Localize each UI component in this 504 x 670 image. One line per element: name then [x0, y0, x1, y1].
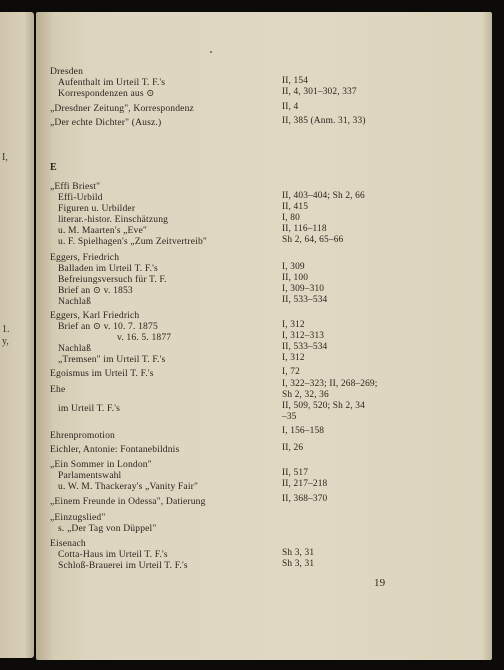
page-reference: I, 80 — [282, 213, 300, 223]
page-reference: Sh 2, 32, 36 — [282, 390, 329, 400]
index-subentry: s. „Der Tag von Düppel" — [58, 523, 157, 534]
index-subentry: „Tremsen" im Urteil T. F.'s — [58, 354, 166, 365]
index-subentry: Befreiungsversuch für T. F. — [58, 274, 167, 285]
page-reference: –35 — [282, 412, 297, 422]
index-subentry: literar.-histor. Einschätzung — [58, 214, 169, 225]
page-reference: II, 415 — [282, 202, 309, 212]
index-subentry: Nachlaß — [58, 296, 92, 307]
index-subentry: Schloß-Brauerei im Urteil T. F.'s — [58, 560, 188, 571]
page-reference: II, 4, 301–302, 337 — [282, 87, 357, 97]
index-heading: Eggers, Karl Friedrich — [50, 310, 140, 321]
index-heading: Eggers, Friedrich — [50, 252, 120, 263]
page-reference: Sh 3, 31 — [282, 559, 315, 569]
index-subentry: Parlamentswahl — [58, 470, 122, 481]
index-subentry: u. W. M. Thackeray's „Vanity Fair" — [58, 481, 199, 492]
index-heading: „Effi Briest" — [50, 181, 101, 192]
page-reference: II, 533–534 — [282, 342, 328, 352]
index-subentry: v. 16. 5. 1877 — [117, 332, 172, 343]
index-subentry: Cotta-Haus im Urteil T. F.'s — [58, 549, 168, 560]
index-heading: Ehe — [50, 384, 66, 395]
page-reference: I, 156–158 — [282, 426, 325, 436]
page-reference: I, 312 — [282, 320, 305, 330]
page-reference: Sh 2, 64, 65–66 — [282, 235, 344, 245]
page-reference: II, 100 — [282, 273, 309, 283]
page-reference: II, 517 — [282, 468, 309, 478]
index-subentry: Nachlaß — [58, 343, 92, 354]
index-subentry: Brief an ⊙ v. 10. 7. 1875 — [58, 321, 158, 332]
page-reference: Sh 3, 31 — [282, 548, 315, 558]
page-reference: II, 403–404; Sh 2, 66 — [282, 191, 365, 201]
index-subentry: u. M. Maarten's „Eve" — [58, 225, 147, 236]
index-subentry: Effi-Urbild — [58, 192, 103, 203]
page-reference: II, 533–534 — [282, 295, 328, 305]
previous-page-edge — [0, 12, 34, 658]
index-subentry: Balladen im Urteil T. F.'s — [58, 263, 158, 274]
index-heading: Eichler, Antonie: Fontanebildnis — [50, 444, 180, 455]
index-subentry: Aufenthalt im Urteil T. F.'s — [58, 77, 166, 88]
index-heading: „Der echte Dichter" (Ausz.) — [50, 117, 162, 128]
index-subentry: Korrespondenzen aus ⊙ — [58, 88, 155, 99]
index-heading: „Einzugslied" — [50, 512, 106, 523]
index-heading: Eisenach — [50, 538, 86, 549]
left-page-mark: 1. — [2, 324, 10, 335]
index-heading: Egoismus im Urteil T. F.'s — [50, 368, 154, 379]
page-reference: II, 26 — [282, 443, 304, 453]
page-number: 19 — [374, 577, 386, 589]
index-heading: „Dresdner Zeitung", Korrespondenz — [50, 103, 194, 114]
page-reference: I, 309 — [282, 262, 305, 272]
index-subentry: Brief an ⊙ v. 1853 — [58, 285, 133, 296]
left-page-mark: y, — [2, 336, 9, 347]
page-reference: II, 217–218 — [282, 479, 328, 489]
index-subentry: im Urteil T. F.'s — [58, 403, 121, 414]
index-subentry: u. F. Spielhagen's „Zum Zeitvertreib" — [58, 236, 207, 247]
page-reference: II, 368–370 — [282, 494, 328, 504]
page-reference: I, 312 — [282, 353, 305, 363]
index-heading: „Einem Freunde in Odessa", Datierung — [50, 496, 206, 507]
page-reference: I, 72 — [282, 367, 300, 377]
page-reference: I, 322–323; II, 268–269; — [282, 379, 378, 389]
page-reference: II, 154 — [282, 76, 309, 86]
index-heading: „Ein Sommer in London" — [50, 459, 152, 470]
paper-speck — [210, 51, 212, 53]
left-page-mark: I, — [2, 152, 8, 163]
index-page — [36, 12, 492, 660]
index-subentry: Figuren u. Urbilder — [58, 203, 136, 214]
page-reference: II, 4 — [282, 102, 299, 112]
index-heading: Dresden — [50, 66, 84, 77]
section-letter: E — [50, 162, 57, 173]
page-reference: I, 312–313 — [282, 331, 325, 341]
page-reference: I, 309–310 — [282, 284, 325, 294]
index-heading: Ehrenpromotion — [50, 430, 115, 441]
page-reference: II, 509, 520; Sh 2, 34 — [282, 401, 365, 411]
page-reference: II, 116–118 — [282, 224, 327, 234]
page-reference: II, 385 (Anm. 31, 33) — [282, 116, 366, 126]
